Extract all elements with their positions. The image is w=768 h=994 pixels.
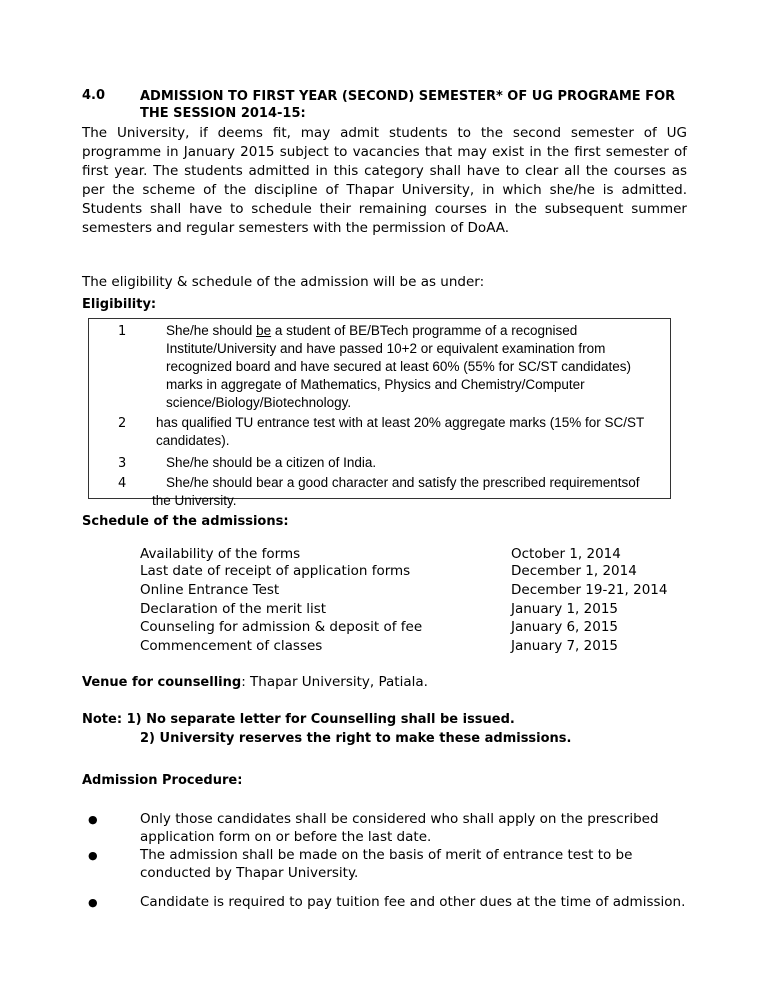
eligibility-item-3: She/he should be a citizen of India. <box>166 455 377 470</box>
venue-label: Venue for counselling <box>82 675 242 690</box>
note-line-1: Note: 1) No separate letter for Counselling shall be issued. <box>82 712 515 727</box>
intro-paragraph: The University, if deems fit, may admit students to the second semester of UG programme in January 2015 subject to vacancies that may exist in the first semester of first year. The students admitted in this category shall have to clear all the courses as per the scheme of the discipline of Thapar University, in which she/he is admitted. Students shall have to schedule their remaining courses in the subsequent summer semesters and regular semesters with the permission of DoAA. <box>82 125 687 236</box>
eligibility-item-1-post: a student of BE/BTech programme of a recognised Institute/University and have passed 10+2 or equivalent examination from recognized board and have secured at least 60% (55% for SC/ST candidates) marks in aggregate of Mathematics, Physics and Chemistry/Computer science/Biology/Biotechnology. <box>166 323 632 410</box>
bullet-icon: ● <box>88 896 98 909</box>
procedure-item: The admission shall be made on the basis of merit of entrance test to be conducted by Thapar University. <box>140 847 633 881</box>
section-title: ADMISSION TO FIRST YEAR (SECOND) SEMESTER* OF UG PROGRAME FOR THE SESSION 2014-15: <box>140 89 676 121</box>
schedule-event: Commencement of classes <box>140 638 323 654</box>
schedule-event: Last date of receipt of application forms <box>140 563 411 579</box>
schedule-event: Declaration of the merit list <box>140 601 327 617</box>
section-number: 4.0 <box>82 88 106 103</box>
schedule-date: December 19-21, 2014 <box>511 582 668 598</box>
eligibility-heading: Eligibility: <box>82 297 157 312</box>
procedure-item: Only those candidates shall be considered who shall apply on the prescribed application form on or before the last date. <box>140 811 659 845</box>
eligibility-item-1-underlined: be <box>256 323 272 338</box>
eligibility-item-number: 3 <box>118 456 127 471</box>
eligibility-item-2: has qualified TU entrance test with at least 20% aggregate marks (15% for SC/ST candidates). <box>156 415 644 448</box>
schedule-date: January 1, 2015 <box>511 601 618 617</box>
schedule-date: December 1, 2014 <box>511 563 637 579</box>
bullet-icon: ● <box>88 813 98 826</box>
note-line-2: 2) University reserves the right to make these admissions. <box>140 731 572 746</box>
bullet-icon: ● <box>88 849 98 862</box>
schedule-date: January 6, 2015 <box>511 619 618 635</box>
schedule-heading: Schedule of the admissions: <box>82 514 289 529</box>
eligibility-item-number: 2 <box>118 416 127 431</box>
eligibility-item-1 <box>166 322 646 412</box>
venue-line <box>82 674 428 690</box>
schedule-date: October 1, 2014 <box>511 546 621 562</box>
eligibility-item-number: 4 <box>118 476 127 491</box>
schedule-date: January 7, 2015 <box>511 638 618 654</box>
procedure-item: Candidate is required to pay tuition fee and other dues at the time of admission. <box>140 894 686 910</box>
procedure-heading: Admission Procedure: <box>82 773 243 788</box>
eligibility-item-1-pre: She/he should <box>166 323 257 338</box>
schedule-event: Availability of the forms <box>140 546 301 562</box>
schedule-event: Online Entrance Test <box>140 582 280 598</box>
eligibility-item-number: 1 <box>118 324 127 339</box>
schedule-event: Counseling for admission & deposit of fee <box>140 619 423 635</box>
eligibility-intro: The eligibility & schedule of the admission will be as under: <box>82 274 485 290</box>
eligibility-item-4: She/he should bear a good character and satisfy the prescribed requirementsof the University. <box>152 475 640 508</box>
venue-value: : Thapar University, Patiala. <box>241 674 428 690</box>
